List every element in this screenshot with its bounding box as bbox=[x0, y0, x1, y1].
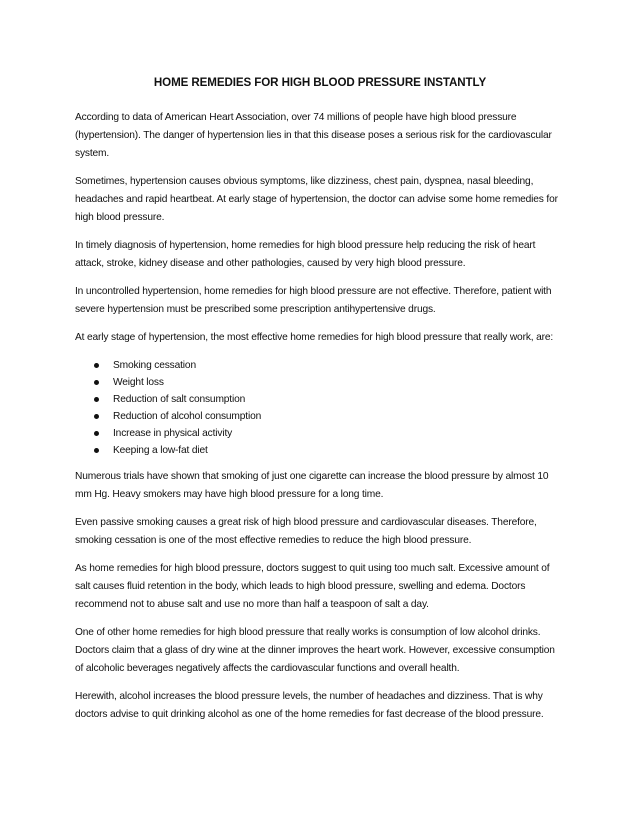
list-item: Smoking cessation bbox=[113, 357, 565, 374]
paragraph-uncontrolled-hypertension: In uncontrolled hypertension, home remedies for high blood pressure are not effective. Therefore, patient with severe hypertension must be prescribed some prescription antihypertensive drugs. bbox=[75, 286, 552, 315]
paragraph-timely-diagnosis: In timely diagnosis of hypertension, home remedies for high blood pressure help reducing the risk of heart attack, stroke, kidney disease and other pathologies, caused by very high blood pressure. bbox=[75, 240, 536, 269]
list-item: Weight loss bbox=[113, 374, 565, 391]
paragraph-smoking-trials: Numerous trials have shown that smoking of just one cigarette can increase the blood pressure by almost 10 mm Hg. Heavy smokers may have high blood pressure for a long time. bbox=[75, 471, 549, 500]
paragraph-prevalence: According to data of American Heart Association, over 74 millions of people have high blood pressure (hypertension). The danger of hypertension lies in that this disease poses a serious risk for the cardiovascular system. bbox=[75, 112, 552, 159]
paragraph-passive-smoking: Even passive smoking causes a great risk of high blood pressure and cardiovascular diseases. Therefore, smoking cessation is one of the most effective remedies to reduce the high blood pressure. bbox=[75, 517, 537, 546]
list-item: Reduction of alcohol consumption bbox=[113, 408, 565, 425]
paragraph-alcohol-effects: Herewith, alcohol increases the blood pressure levels, the number of headaches and dizziness. That is why doctors advise to quit drinking alcohol as one of the home remedies for fast decrease of the blood pressure. bbox=[75, 691, 544, 720]
paragraph-alcohol: One of other home remedies for high blood pressure that really works is consumption of low alcohol drinks. Doctors claim that a glass of dry wine at the dinner improves the heart work. However, excessive consumption of alcoholic beverages negatively affects the cardiovascular functions and overall health. bbox=[75, 627, 555, 674]
document-page bbox=[75, 76, 565, 734]
document-title: HOME REMEDIES FOR HIGH BLOOD PRESSURE INSTANTLY bbox=[153, 76, 487, 89]
paragraph-salt: As home remedies for high blood pressure, doctors suggest to quit using too much salt. Excessive amount of salt causes fluid retention in the body, which leads to high blood pressure, swelling and edema. Doctors recommend not to abuse salt and use no more than half a teaspoon of salt a day. bbox=[75, 563, 550, 610]
list-item: Reduction of salt consumption bbox=[113, 391, 565, 408]
list-item: Increase in physical activity bbox=[113, 425, 565, 442]
paragraph-symptoms: Sometimes, hypertension causes obvious symptoms, like dizziness, chest pain, dyspnea, nasal bleeding, headaches and rapid heartbeat. At early stage of hypertension, the doctor can advise some home remedies for high blood pressure. bbox=[75, 176, 558, 223]
paragraph-list-intro: At early stage of hypertension, the most effective home remedies for high blood pressure that really work, are: bbox=[75, 332, 554, 343]
list-item: Keeping a low-fat diet bbox=[113, 442, 565, 459]
remedies-list bbox=[75, 357, 565, 459]
